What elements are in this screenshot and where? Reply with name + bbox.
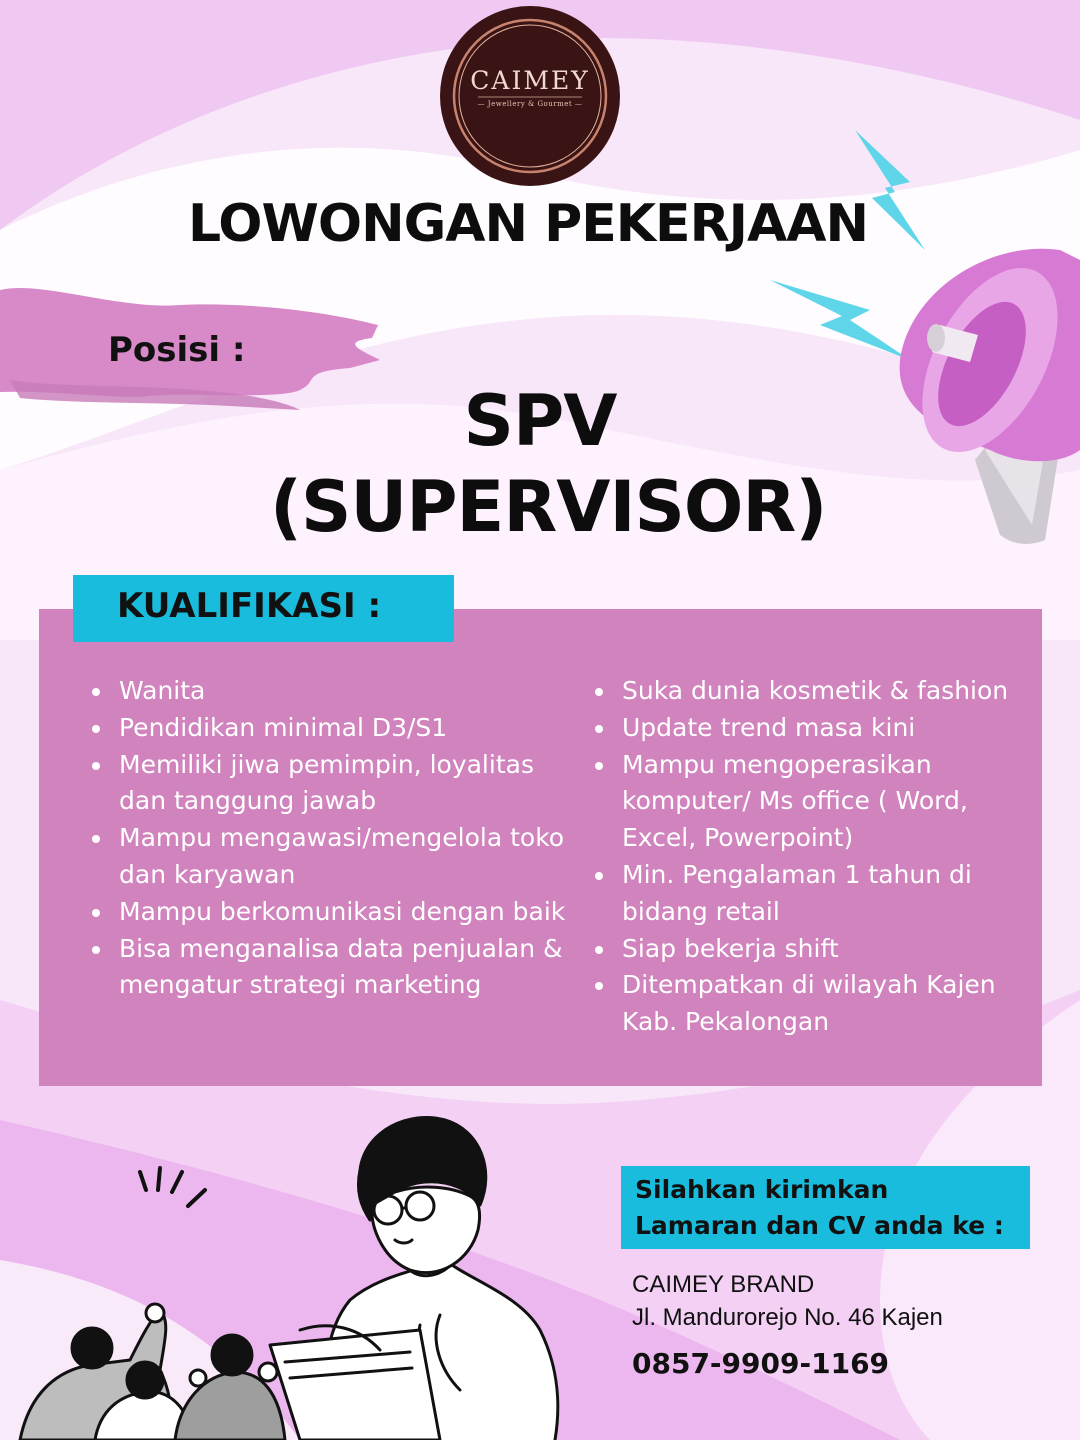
list-item: Mampu mengawasi/mengelola toko dan karyawan	[93, 820, 573, 894]
logo-tagline: — Jewellery & Gourmet —	[477, 100, 583, 108]
qualifications-heading: KUALIFIKASI :	[117, 586, 382, 626]
company-name: CAIMEY BRAND	[632, 1271, 815, 1298]
qualifications-list-right	[596, 673, 1046, 1041]
position-title	[270, 378, 827, 550]
qualifications-heading-box	[73, 575, 454, 642]
qualifications-list-left	[93, 673, 573, 1004]
list-item: Suka dunia kosmetik & fashion	[596, 673, 1046, 710]
page-title: LOWONGAN PEKERJAAN	[188, 194, 868, 254]
excitement-lines	[140, 1168, 205, 1206]
position-label: Posisi :	[108, 330, 246, 370]
list-item: Ditempatkan di wilayah Kajen Kab. Pekalongan	[596, 967, 1046, 1041]
logo-brand-text: CAIMEY	[470, 66, 590, 95]
position-title-line2: (SUPERVISOR)	[270, 466, 827, 548]
list-item: Memiliki jiwa pemimpin, loyalitas dan tanggung jawab	[93, 747, 573, 821]
list-item: Pendidikan minimal D3/S1	[93, 710, 573, 747]
woman-reading-illustration	[0, 1110, 580, 1440]
list-item: Siap bekerja shift	[596, 931, 1046, 968]
caimey-logo	[438, 4, 622, 188]
list-item: Min. Pengalaman 1 tahun di bidang retail	[596, 857, 1046, 931]
list-item: Update trend masa kini	[596, 710, 1046, 747]
contact-cta-line1: Silahkan kirimkan	[635, 1175, 889, 1204]
contact-phone: 0857-9909-1169	[632, 1347, 890, 1380]
company-address: Jl. Mandurorejo No. 46 Kajen	[632, 1304, 943, 1331]
list-item: Wanita	[93, 673, 573, 710]
list-item: Bisa menganalisa data penjualan & mengatur strategi marketing	[93, 931, 573, 1005]
contact-cta-box	[621, 1166, 1030, 1249]
contact-cta-line2: Lamaran dan CV anda ke :	[635, 1211, 1004, 1240]
crowd-illustration	[20, 1304, 285, 1440]
list-item: Mampu berkomunikasi dengan baik	[93, 894, 573, 931]
lightning-icon-bottom	[770, 280, 910, 360]
position-title-line1: SPV	[463, 380, 617, 462]
contact-cta-text	[635, 1172, 1004, 1244]
list-item: Mampu mengoperasikan komputer/ Ms office ( Word, Excel, Powerpoint)	[596, 747, 1046, 857]
contact-address-block	[632, 1268, 943, 1334]
